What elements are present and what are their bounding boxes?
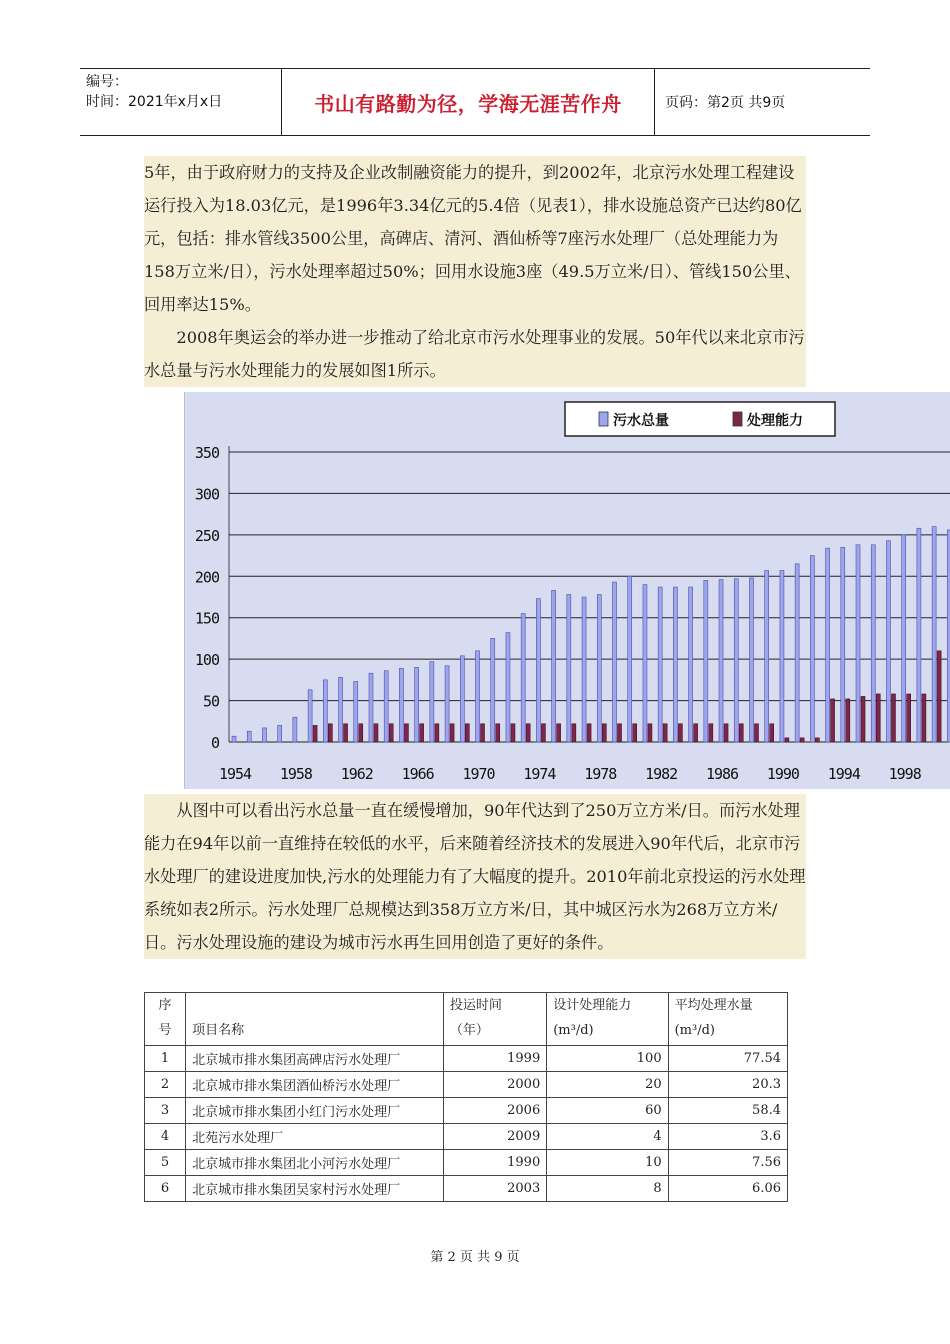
bar-capacity-1996 [876,694,880,742]
bar-total-2000 [932,527,936,742]
cell-year: 2000 [443,1072,546,1098]
plant-table [144,992,788,1202]
bar-total-1954 [232,736,236,742]
body-text-bottom [144,794,806,959]
bar-capacity-1999 [922,694,926,742]
cell-average: 7.56 [668,1150,787,1176]
bar-capacity-1965 [404,724,408,742]
table-row [145,1124,788,1150]
cell-average: 20.3 [668,1072,787,1098]
bar-total-1983 [673,587,677,742]
legend-swatch-total [599,412,608,426]
x-tick-label: 1974 [523,765,556,783]
cell-capacity: 10 [547,1150,668,1176]
bar-total-1961 [339,677,343,742]
bar-total-1976 [567,595,571,742]
bar-capacity-1973 [526,724,530,742]
bar-capacity-1979 [618,724,622,742]
table-row [145,1046,788,1072]
y-tick-label: 100 [194,651,219,670]
bar-total-1963 [369,673,373,742]
bar-total-1959 [308,690,312,742]
bar-capacity-1963 [374,724,378,742]
bar-total-1987 [734,579,738,742]
bar-capacity-1992 [815,738,819,742]
bar-total-1995 [856,545,860,742]
bar-total-1997 [886,541,890,742]
bar-total-1984 [689,587,693,742]
bar-capacity-1959 [313,725,317,742]
cell-average: 3.6 [668,1124,787,1150]
bar-capacity-1960 [328,724,332,742]
x-tick-label: 1994 [827,765,860,783]
header-page-info: 页码：第2页 共9页 [665,95,786,111]
cell-capacity: 4 [547,1124,668,1150]
cell-no: 3 [145,1098,186,1124]
bar-total-1974 [536,599,540,742]
bar-total-1970 [476,651,480,742]
bar-total-1962 [354,682,358,742]
bar-total-1955 [247,731,251,742]
bar-total-1992 [810,556,814,742]
bar-capacity-1970 [481,724,485,742]
bar-capacity-1971 [496,724,500,742]
x-tick-label: 1986 [705,765,739,783]
legend-label-capacity: 处理能力 [747,413,803,429]
header-motto: 书山有路勤为径，学海无涯苦作舟 [282,69,655,135]
bar-capacity-1976 [572,724,576,742]
paragraph: 2008年奥运会的举办进一步推动了给北京市污水处理事业的发展。50年代以来北京市污水总量与污水处理能力的发展如图1所示。 [144,328,805,380]
bar-capacity-1978 [602,724,606,742]
cell-average: 77.54 [668,1046,787,1072]
bar-capacity-1969 [465,724,469,742]
x-tick-label: 1966 [401,765,434,783]
bar-total-1960 [323,680,327,742]
bar-capacity-1962 [359,724,363,742]
cell-capacity: 60 [547,1098,668,1124]
bar-capacity-1989 [770,724,774,742]
bar-capacity-1982 [663,724,667,742]
x-tick-label: 1998 [888,765,921,783]
bar-capacity-1987 [739,724,743,742]
bar-capacity-1974 [541,724,545,742]
x-tick-label: 1962 [340,765,373,783]
header-capacity: 设计处理能力 (m³/d) [547,993,668,1046]
bar-total-1999 [917,528,921,742]
bar-capacity-1990 [785,738,789,742]
cell-name: 北苑污水处理厂 [186,1124,444,1150]
bar-capacity-1983 [678,724,682,742]
cell-no: 5 [145,1150,186,1176]
y-tick-label: 150 [194,609,219,628]
y-tick-label: 50 [202,692,219,711]
header-no: 序 号 [145,993,186,1046]
cell-year: 2003 [443,1176,546,1202]
bar-capacity-1972 [511,724,515,742]
bar-total-1956 [262,728,266,742]
header-name: 项目名称 [186,993,444,1046]
bar-total-1977 [582,597,586,742]
bar-capacity-1964 [389,724,393,742]
cell-no: 4 [145,1124,186,1150]
bar-total-1973 [521,614,525,742]
legend-label-total: 污水总量 [613,413,669,429]
bar-capacity-2000 [937,651,941,742]
bar-total-1991 [795,564,799,742]
bar-total-1996 [871,545,875,742]
cell-capacity: 8 [547,1176,668,1202]
bar-capacity-1985 [709,724,713,742]
cell-no: 2 [145,1072,186,1098]
bar-total-1975 [552,590,556,742]
bar-total-1957 [278,725,282,742]
cell-capacity: 100 [547,1046,668,1072]
cell-year: 2009 [443,1124,546,1150]
bar-total-1964 [384,671,388,742]
bar-capacity-1966 [420,724,424,742]
bar-capacity-1988 [754,724,758,742]
y-tick-label: 0 [210,734,219,752]
header-average: 平均处理水量 (m³/d) [668,993,787,1046]
bar-capacity-1961 [344,724,348,742]
x-tick-label: 1990 [766,765,799,783]
y-tick-label: 300 [194,485,219,504]
bar-total-1967 [430,662,434,742]
cell-name: 北京城市排水集团小红门污水处理厂 [186,1098,444,1124]
cell-year: 1999 [443,1046,546,1072]
bar-capacity-1997 [891,694,895,742]
cell-capacity: 20 [547,1072,668,1098]
bar-capacity-1967 [435,724,439,742]
bar-capacity-1993 [831,699,835,742]
bar-total-1965 [399,668,403,742]
bar-total-1993 [826,548,830,742]
table-row [145,1098,788,1124]
bar-total-1988 [749,578,753,742]
bar-total-1994 [841,547,845,742]
cell-year: 1990 [443,1150,546,1176]
cell-name: 北京城市排水集团吴家村污水处理厂 [186,1176,444,1202]
bar-total-1989 [765,570,769,742]
cell-name: 北京城市排水集团高碑店污水处理厂 [186,1046,444,1072]
time-label: 时间：2021年x月x日 [86,94,223,110]
cell-year: 2006 [443,1098,546,1124]
x-tick-label: 1954 [218,765,252,783]
x-tick-label: 1970 [462,765,495,783]
bar-total-1981 [643,585,647,742]
bar-total-1958 [293,717,297,742]
cell-no: 1 [145,1046,186,1072]
table-header-row [145,993,788,1046]
bar-capacity-1998 [907,694,911,742]
cell-name: 北京城市排水集团北小河污水处理厂 [186,1150,444,1176]
table-row [145,1176,788,1202]
bar-total-1979 [613,582,617,742]
bar-total-1982 [658,587,662,742]
table-row [145,1072,788,1098]
bar-capacity-1986 [724,724,728,742]
cell-average: 6.06 [668,1176,787,1202]
page-header [80,68,870,136]
chart-canvas [185,392,950,789]
page-footer: 第 2 页 共 9 页 [430,1250,520,1265]
bar-capacity-1977 [587,724,591,742]
bar-capacity-1995 [861,696,865,742]
bar-capacity-1980 [633,724,637,742]
bar-total-1968 [445,666,449,742]
bar-total-1971 [491,638,495,742]
bar-capacity-1984 [694,724,698,742]
bar-capacity-1994 [846,699,850,742]
bar-total-1969 [460,656,464,742]
body-text-top [144,156,806,387]
bar-total-1966 [415,667,419,742]
bar-capacity-1991 [800,738,804,742]
number-label: 编号： [86,74,128,90]
sewage-chart [184,392,950,789]
x-tick-label: 1978 [584,765,617,783]
table-row [145,1150,788,1176]
bar-total-1972 [506,633,510,742]
x-tick-label: 1958 [279,765,312,783]
bar-total-1986 [719,580,723,742]
paragraph: 5年，由于政府财力的支持及企业改制融资能力的提升，到2002年，北京污水处理工程建设运行投入为18.03亿元，是1996年3.34亿元的5.4倍（见表1），排水设施总资产已达约80亿元，包括：排水管线3500公里，高碑店、清河、酒仙桥等7座污水处理厂（总处理能力为158万立米/日），污水处理率超过50%；回用水设施3座（49.5万立米/日）、管线150公里、回用率达15%。 [144,163,802,314]
bar-total-1980 [628,576,632,742]
legend-swatch-capacity [733,412,742,426]
bar-total-1985 [704,580,708,742]
paragraph: 从图中可以看出污水总量一直在缓慢增加，90年代达到了250万立方米/日。而污水处理能力在94年以前一直维持在较低的水平，后来随着经济技术的发展进入90年代后，北京市污水处理厂的建设进度加快,污水的处理能力有了大幅度的提升。2010年前北京投运的污水处理系统如表2所示。污水处理厂总规模达到358万立方米/日，其中城区污水为268万立方米/日。污水处理设施的建设为城市污水再生回用创造了更好的条件。 [144,801,806,952]
y-tick-label: 200 [194,568,219,587]
header-year: 投运时间 （年） [443,993,546,1046]
bar-capacity-1975 [557,724,561,742]
y-tick-label: 250 [194,526,219,545]
bar-total-1978 [597,595,601,742]
bar-total-1990 [780,570,784,742]
bar-total-1998 [902,535,906,742]
y-tick-label: 350 [194,444,219,462]
cell-average: 58.4 [668,1098,787,1124]
x-tick-label: 1982 [645,765,678,783]
cell-name: 北京城市排水集团酒仙桥污水处理厂 [186,1072,444,1098]
bar-capacity-1981 [648,724,652,742]
header-meta [80,69,282,135]
cell-no: 6 [145,1176,186,1202]
bar-capacity-1968 [450,724,454,742]
